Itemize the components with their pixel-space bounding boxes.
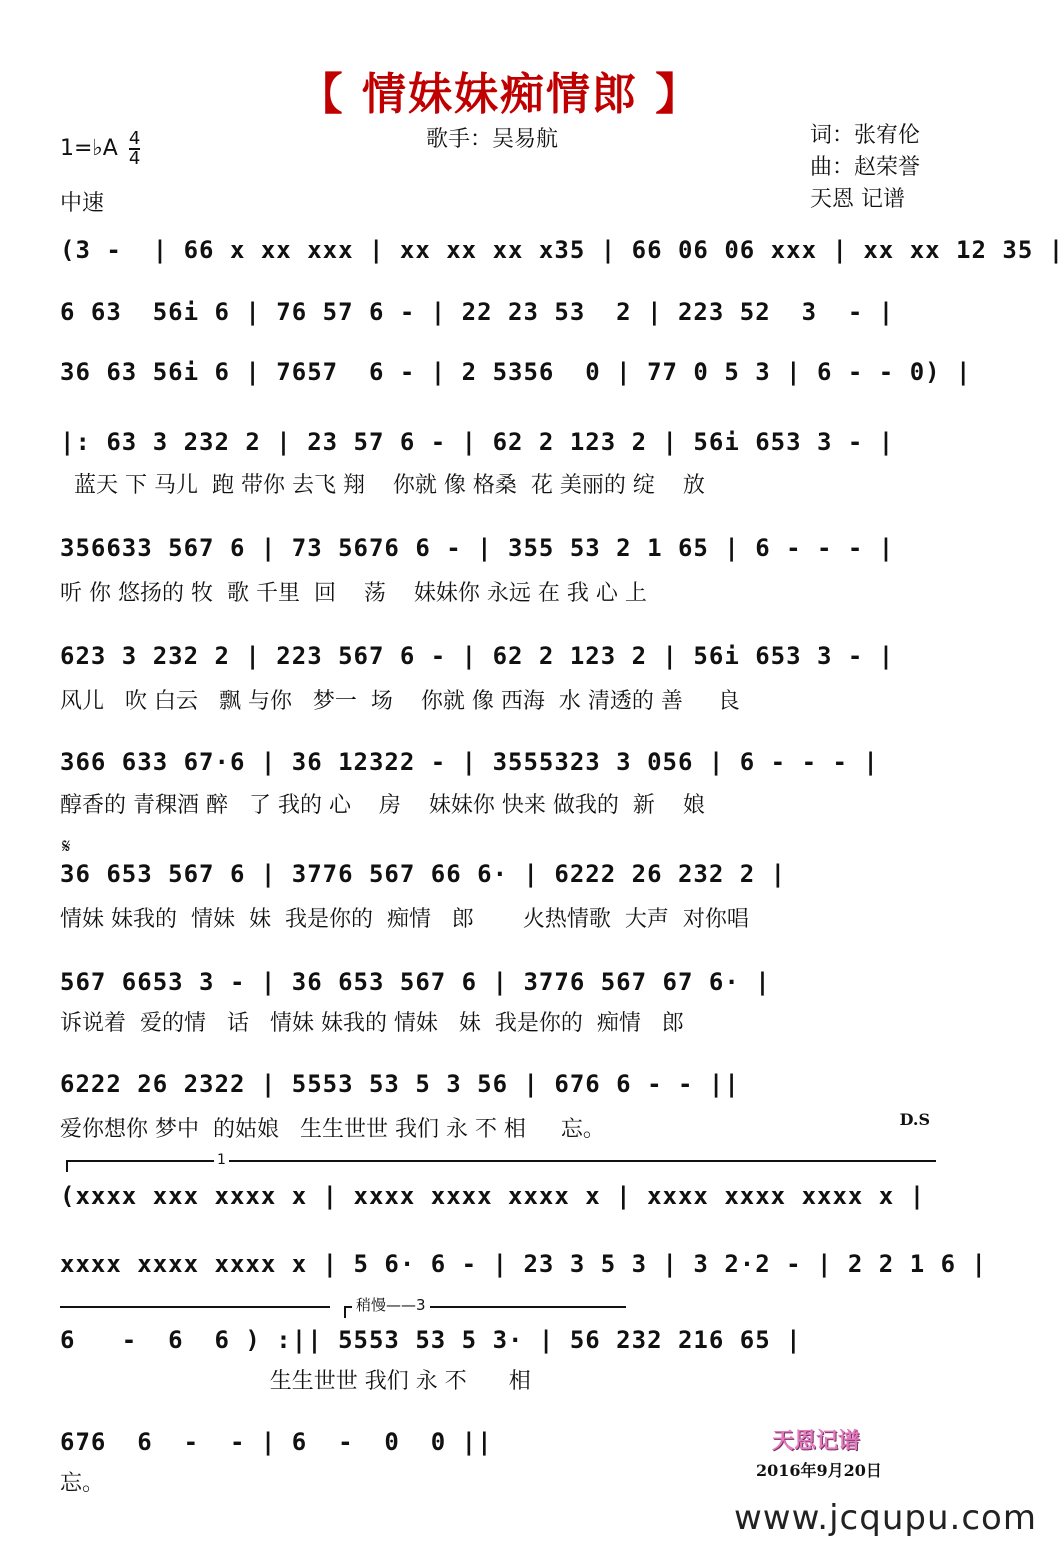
composer: 曲：赵荣誉 xyxy=(809,155,920,180)
lyricist: 词：张宥伦 xyxy=(809,123,920,148)
score-line-7: 366 633 67·6 | 36 12322 - | 3555323 3 056 | 6 - - - | xyxy=(60,748,879,776)
score-line-9: 567 6653 3 - | 36 653 567 6 | 3776 567 67 6· | xyxy=(60,968,771,996)
time-signature-bottom: 4 xyxy=(128,148,141,169)
score-line-11: (xxxx xxx xxxx x | xxxx xxxx xxxx x | xxxx xxxx xxxx x | xyxy=(60,1182,926,1210)
first-ending-line xyxy=(60,1306,330,1308)
first-ending-label: 1 xyxy=(214,1152,229,1168)
lyric-line-10: 爱你想你 梦中 的姑娘 生生世世 我们 永 不 相 忘。 xyxy=(60,1117,605,1142)
website-watermark[interactable]: www.jcqupu.com xyxy=(734,1498,1037,1538)
slow-triplet-label: 3 xyxy=(416,1296,426,1314)
lyric-line-13: 生生世世 我们 永 不 相 xyxy=(60,1369,531,1394)
tempo-marking: 中速 xyxy=(60,191,105,216)
segno-sign: 𝄋 xyxy=(62,834,71,858)
score-line-14: 676 6 - - | 6 - 0 0 || xyxy=(60,1428,493,1456)
dal-segno-marking: D.S xyxy=(899,1110,930,1129)
time-signature-top: 4 xyxy=(128,128,141,149)
score-line-8: 36 653 567 6 | 3776 567 66 6· | 6222 26 232 2 | xyxy=(60,860,787,888)
transcription-date: 2016年9月20日 xyxy=(756,1461,882,1480)
song-title: 【 情妹妹痴情郎 】 xyxy=(298,69,702,120)
score-line-6: 623 3 232 2 | 223 567 6 - | 62 2 123 2 | 56i 653 3 - | xyxy=(60,642,895,670)
score-line-1: (3 - | 66 x xx xxx | xx xx xx x35 | 66 06 06 xxx | xx xx 12 35 | xyxy=(60,236,1064,264)
score-line-13: 6 - 6 6 ) :|| 5553 53 5 3· | 56 232 216 65 | xyxy=(60,1326,802,1354)
lyric-line-5: 听 你 悠扬的 牧 歌 千里 回 荡 妹妹你 永远 在 我 心 上 xyxy=(60,581,647,606)
key-signature xyxy=(60,130,140,168)
lyric-line-14: 忘。 xyxy=(60,1471,105,1496)
slow-marking: 稍慢——3 xyxy=(352,1294,430,1315)
first-ending-bracket xyxy=(66,1160,936,1172)
score-line-3: 36 63 56i 6 | 7657 6 - | 2 5356 0 | 77 0 5 3 | 6 - - 0) | xyxy=(60,358,972,386)
lyric-line-8: 情妹 妹我的 情妹 妹 我是你的 痴情 郎 火热情歌 大声 对你唱 xyxy=(60,907,749,932)
time-signature xyxy=(129,130,140,168)
slow-label: 稍慢 xyxy=(356,1296,387,1314)
lyric-line-6: 风儿 吹 白云 飘 与你 梦一 场 你就 像 西海 水 清透的 善 良 xyxy=(60,689,740,714)
transcriber-stamp: 天恩记谱 xyxy=(772,1428,861,1454)
key-label: 1=♭A xyxy=(60,136,118,161)
lyric-line-7: 醇香的 青稞酒 醉 了 我的 心 房 妹妹你 快来 做我的 新 娘 xyxy=(60,793,705,818)
singer: 歌手：吴易航 xyxy=(426,127,559,152)
score-line-10: 6222 26 2322 | 5553 53 5 3 56 | 676 6 - - || xyxy=(60,1070,740,1098)
score-line-2: 6 63 56i 6 | 76 57 6 - | 22 23 53 2 | 223 52 3 - | xyxy=(60,298,895,326)
score-line-12: xxxx xxxx xxxx x | 5 6· 6 - | 23 3 5 3 | 3 2·2 - | 2 2 1 6 | xyxy=(60,1250,987,1278)
credits xyxy=(810,120,920,216)
score-line-5: 356633 567 6 | 73 5676 6 - | 355 53 2 1 65 | 6 - - - | xyxy=(60,534,895,562)
lyric-line-9: 诉说着 爱的情 话 情妹 妹我的 情妹 妹 我是你的 痴情 郎 xyxy=(60,1011,684,1036)
score-line-4: |: 63 3 232 2 | 23 57 6 - | 62 2 123 2 | 56i 653 3 - | xyxy=(60,428,895,456)
transcriber: 天恩 记谱 xyxy=(809,187,905,212)
lyric-line-4: 蓝天 下 马儿 跑 带你 去飞 翔 你就 像 格桑 花 美丽的 绽 放 xyxy=(60,473,705,498)
